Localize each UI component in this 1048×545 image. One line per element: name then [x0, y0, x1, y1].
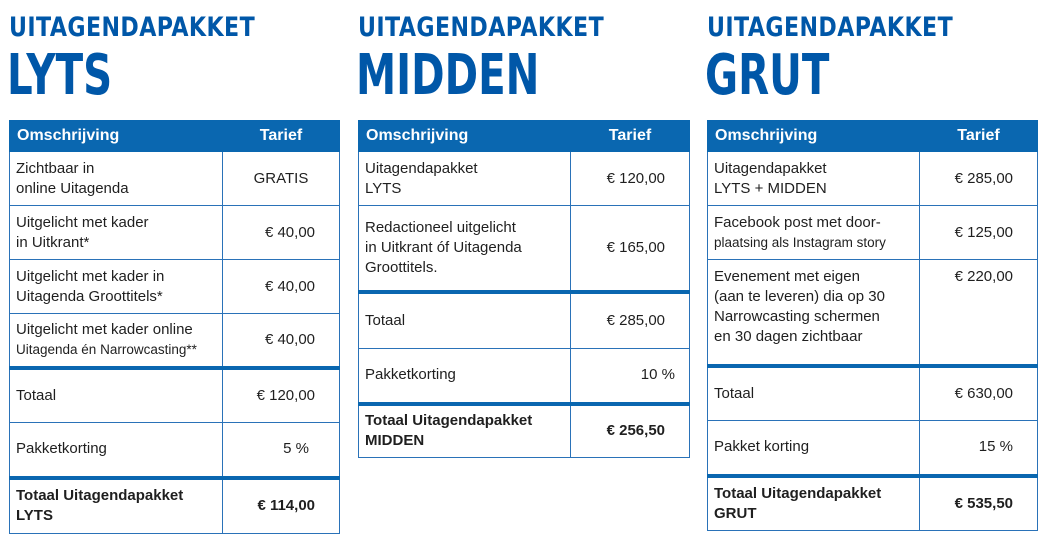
- final-total-line: Totaal Uitagendapakket: [714, 484, 882, 502]
- total-row: [708, 366, 1038, 421]
- price-table: [707, 120, 1038, 531]
- row-price: € 120,00: [571, 152, 690, 206]
- description-line: in Uitkrant óf Uitagenda: [365, 238, 522, 256]
- table-row: [708, 152, 1038, 206]
- column-header-price: Tarief: [571, 121, 690, 152]
- row-description: [10, 206, 223, 260]
- row-price: € 40,00: [223, 260, 340, 314]
- final-total-price: € 114,00: [223, 478, 340, 534]
- description-line: Narrowcasting schermen: [714, 308, 880, 325]
- description-line: Uitgelicht met kader: [16, 213, 149, 231]
- table-row: [10, 314, 340, 368]
- table-row: [10, 260, 340, 314]
- package-title: MIDDEN: [356, 43, 540, 108]
- final-total-line: LYTS: [16, 507, 53, 525]
- description-line: Evenement met eigen: [714, 268, 860, 285]
- final-total-label: [708, 476, 920, 531]
- description-line: (aan te leveren) dia op 30: [714, 288, 885, 305]
- description-line: LYTS + MIDDEN: [714, 179, 827, 197]
- table-row: [359, 206, 690, 292]
- discount-row: [10, 423, 340, 478]
- description-line: Uitagendapakket: [365, 159, 478, 177]
- package-title: LYTS: [7, 43, 113, 108]
- column-header-price: Tarief: [223, 121, 340, 152]
- column-header-description: Omschrijving: [708, 121, 920, 152]
- description-line: Redactioneel uitgelicht: [365, 218, 516, 236]
- final-total-label: [10, 478, 223, 534]
- table-header-row: [359, 121, 690, 152]
- total-price: € 630,00: [920, 366, 1038, 421]
- package-header-label: UITAGENDAPAKKET: [9, 12, 256, 43]
- final-total-row: [708, 476, 1038, 531]
- total-row: [10, 368, 340, 423]
- row-price: € 220,00: [920, 260, 1038, 366]
- row-price: € 40,00: [223, 314, 340, 368]
- description-line: Uitgelicht met kader online: [16, 320, 193, 338]
- description-line: online Uitagenda: [16, 179, 129, 197]
- final-total-price: € 535,50: [920, 476, 1038, 531]
- table-header-row: [708, 121, 1038, 152]
- discount-value: 5 %: [223, 423, 340, 478]
- column-header-description: Omschrijving: [10, 121, 223, 152]
- discount-row: [708, 421, 1038, 476]
- column-header-price: Tarief: [920, 121, 1038, 152]
- final-total-price: € 256,50: [571, 404, 690, 458]
- discount-label: Pakket korting: [708, 421, 920, 476]
- row-description: [10, 152, 223, 206]
- description-line: Zichtbaar in: [16, 159, 95, 177]
- final-total-line: GRUT: [714, 504, 757, 522]
- table-row: [708, 260, 1038, 366]
- package-title: GRUT: [705, 43, 830, 108]
- description-line: LYTS: [365, 179, 402, 197]
- table-row: [708, 206, 1038, 260]
- package-header-label: UITAGENDAPAKKET: [358, 12, 605, 43]
- row-description: [708, 152, 920, 206]
- final-total-label: [359, 404, 571, 458]
- table-row: [10, 152, 340, 206]
- total-price: € 120,00: [223, 368, 340, 423]
- description-line: Facebook post met door-: [714, 213, 881, 231]
- discount-value: 10 %: [571, 349, 690, 404]
- description-line: Uitagenda én Narrowcasting**: [16, 341, 197, 357]
- table-row: [10, 206, 340, 260]
- row-description: [708, 260, 920, 366]
- row-price: GRATIS: [223, 152, 340, 206]
- description-line: Uitagenda Groottitels*: [16, 287, 163, 305]
- total-label: Totaal: [708, 366, 920, 421]
- discount-label: Pakketkorting: [359, 349, 571, 404]
- discount-row: [359, 349, 690, 404]
- price-table: [358, 120, 690, 458]
- package-header-label: UITAGENDAPAKKET: [707, 12, 954, 43]
- description-line: plaatsing als Instagram story: [714, 234, 886, 250]
- row-description: [10, 260, 223, 314]
- description-line: en 30 dagen zichtbaar: [714, 328, 863, 345]
- description-line: Groottitels.: [365, 258, 438, 276]
- row-price: € 40,00: [223, 206, 340, 260]
- final-total-row: [10, 478, 340, 534]
- total-price: € 285,00: [571, 292, 690, 349]
- table-header-row: [10, 121, 340, 152]
- final-total-row: [359, 404, 690, 458]
- row-price: € 125,00: [920, 206, 1038, 260]
- row-price: € 285,00: [920, 152, 1038, 206]
- row-description: [708, 206, 920, 260]
- discount-value: 15 %: [920, 421, 1038, 476]
- description-line: Uitgelicht met kader in: [16, 267, 165, 285]
- price-table: [9, 120, 340, 534]
- final-total-line: Totaal Uitagendapakket: [365, 412, 533, 430]
- row-price: € 165,00: [571, 206, 690, 292]
- final-total-line: Totaal Uitagendapakket: [16, 487, 184, 505]
- total-label: Totaal: [359, 292, 571, 349]
- total-label: Totaal: [10, 368, 223, 423]
- row-description: [10, 314, 223, 368]
- description-line: Uitagendapakket: [714, 159, 827, 177]
- row-description: [359, 206, 571, 292]
- total-row: [359, 292, 690, 349]
- description-line: in Uitkrant*: [16, 233, 90, 251]
- final-total-line: MIDDEN: [365, 432, 425, 450]
- discount-label: Pakketkorting: [10, 423, 223, 478]
- column-header-description: Omschrijving: [359, 121, 571, 152]
- table-row: [359, 152, 690, 206]
- row-description: [359, 152, 571, 206]
